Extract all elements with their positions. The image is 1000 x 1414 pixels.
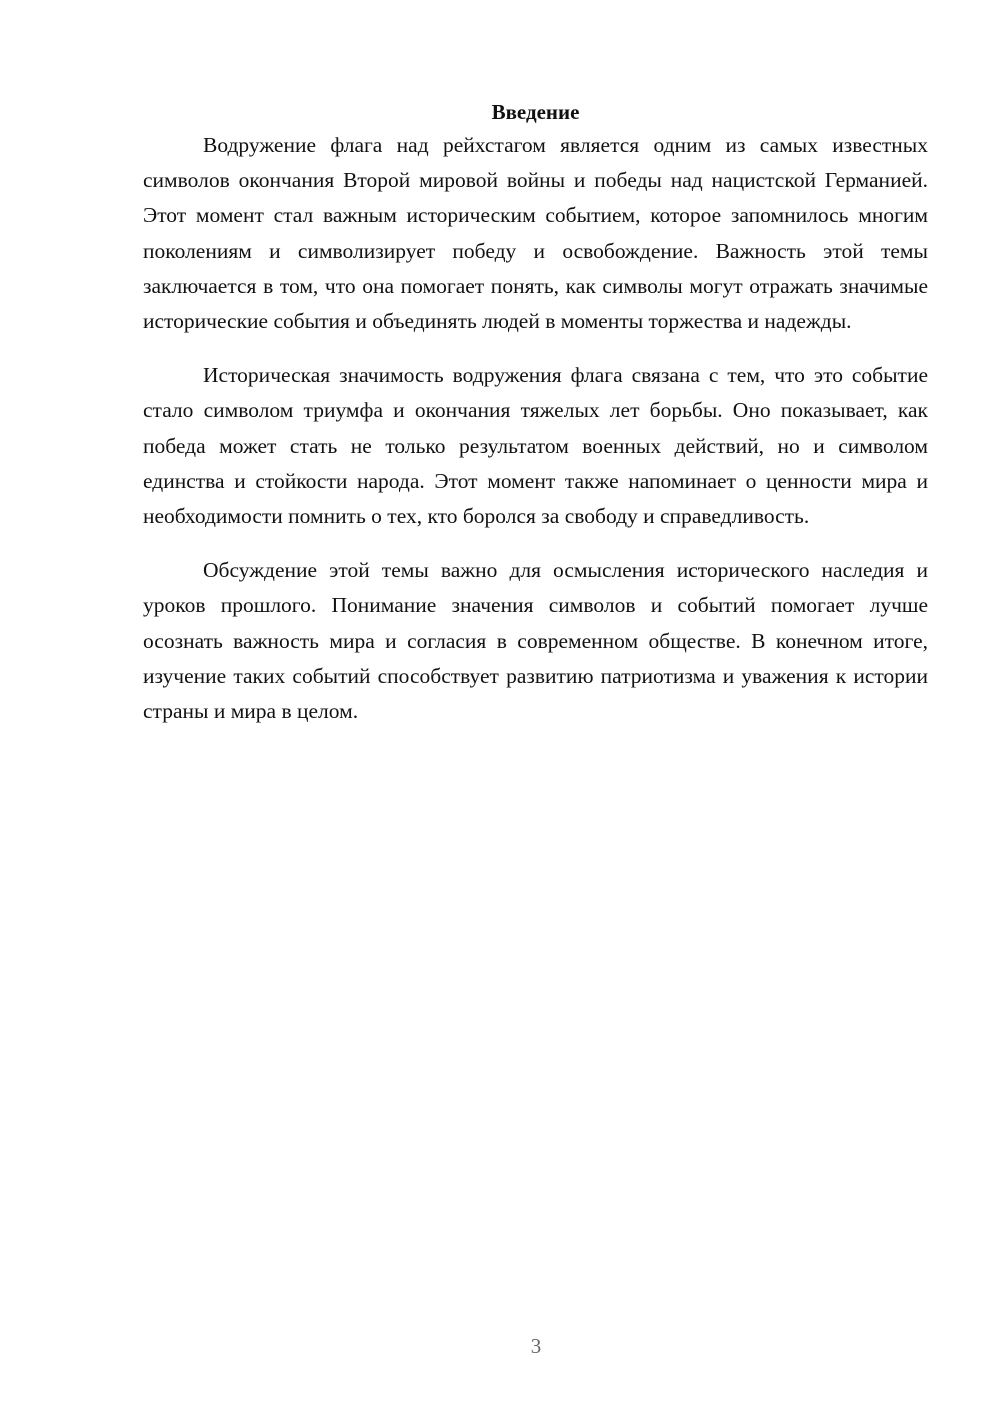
paragraph-1: Водружение флага над рейхстагом является одним из самых известных символов окончания Второй мировой войны и победы над нацистской Германией. Этот момент стал важным историческим событием, которое запомнилось многим поколениям и символизирует победу и освобождение. Важность этой темы заключается в том, что она помогает понять, как символы могут отражать значимые исторические события и объединять людей в моменты торжества и надежды.: [143, 133, 928, 334]
paragraph-3: Обсуждение этой темы важно для осмысления исторического наследия и уроков прошлого. Понимание значения символов и событий помогает лучше осознать важность мира и согласия в современном обществе. В конечном итоге, изучение таких событий способствует развитию патриотизма и уважения к истории страны и мира в целом.: [143, 558, 928, 724]
section-heading: Введение: [491, 100, 580, 124]
page-number: 3: [530, 1334, 542, 1358]
page-content: [143, 96, 928, 729]
paragraph-2: Историческая значимость водружения флага связана с тем, что это событие стало символом триумфа и окончания тяжелых лет борьбы. Оно показывает, как победа может стать не только результатом военных действий, но и символом единства и стойкости народа. Этот момент также напоминает о ценности мира и необходимости помнить о тех, кто боролся за свободу и справедливость.: [143, 363, 928, 529]
